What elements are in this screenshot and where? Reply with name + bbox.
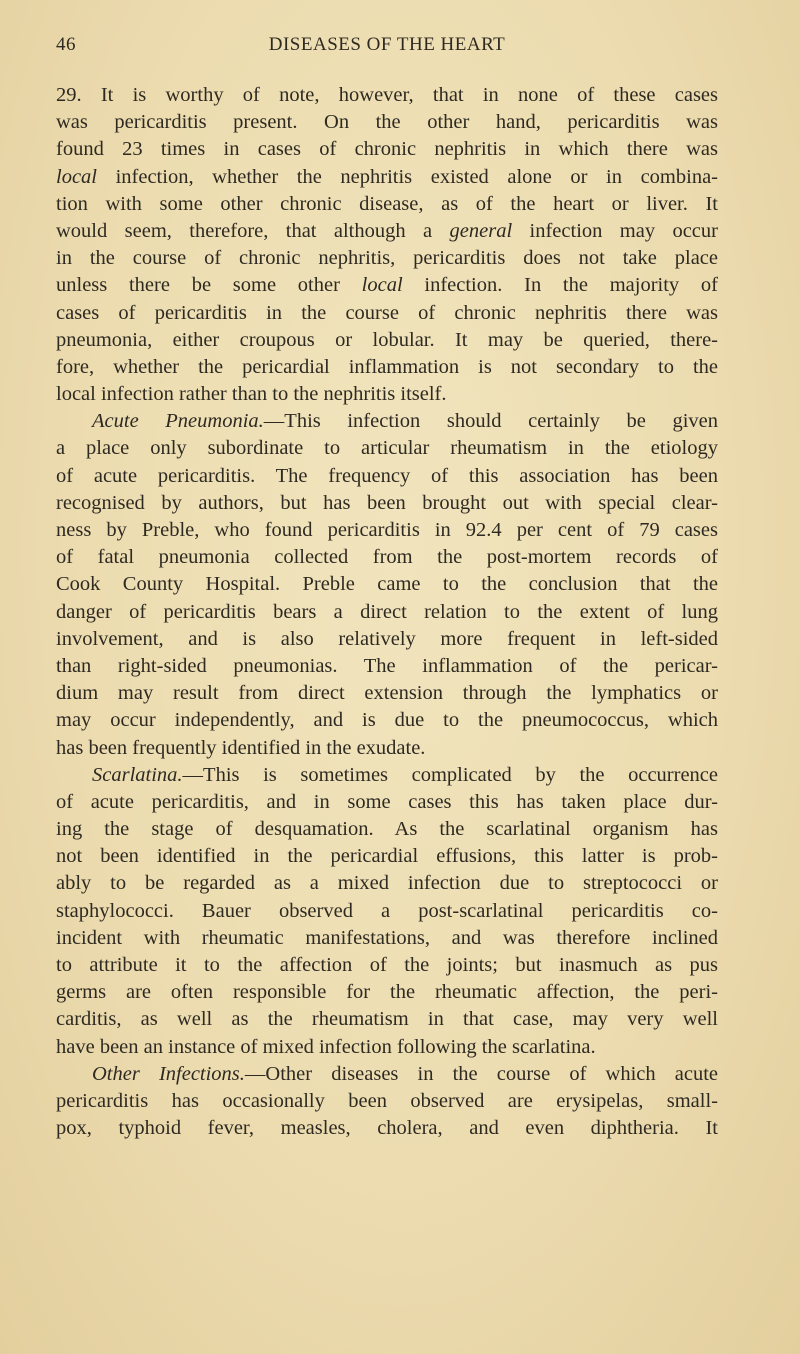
- text-run: —Other diseases in the course of which acute: [244, 1062, 719, 1085]
- text-run: found 23 times in cases of chronic nephritis in which there was: [56, 138, 718, 161]
- text-run: danger of pericarditis bears a direct relation to the extent of lung: [56, 600, 718, 623]
- text-run: Cook County Hospital. Preble came to the conclusion that the: [56, 573, 718, 596]
- text-line: [56, 109, 718, 136]
- text-run: germs are often responsible for the rheumatic affection, the peri-: [56, 981, 718, 1004]
- text-run: have been an instance of mixed infection following the scarlatina.: [56, 1035, 596, 1058]
- text-line: [56, 1061, 718, 1088]
- page-header: [56, 34, 718, 64]
- italic-text: general: [449, 219, 513, 242]
- text-run: pox, typhoid fever, measles, cholera, and even diphtheria. It: [56, 1117, 718, 1140]
- text-run: of acute pericarditis. The frequency of this association has been: [56, 464, 718, 487]
- text-line: [56, 300, 718, 327]
- text-line: [56, 544, 718, 571]
- text-line: [56, 272, 718, 299]
- text-run: has been frequently identified in the exudate.: [56, 736, 426, 759]
- text-line: [56, 952, 718, 979]
- italic-text: Other Infections.: [92, 1062, 245, 1085]
- text-run: tion with some other chronic disease, as of the heart or liver. It: [56, 192, 718, 215]
- text-line: [56, 898, 718, 925]
- text-run: involvement, and is also relatively more frequent in left-sided: [56, 627, 718, 650]
- text-line: [56, 381, 718, 408]
- text-line: [56, 218, 718, 245]
- text-run: —This is sometimes complicated by the occurrence: [182, 763, 718, 786]
- text-line: [56, 571, 718, 598]
- text-line: [56, 136, 718, 163]
- text-line: [56, 191, 718, 218]
- text-line: [56, 245, 718, 272]
- text-line: [56, 762, 718, 789]
- text-run: local infection rather than to the nephritis itself.: [56, 383, 447, 406]
- text-line: [56, 327, 718, 354]
- text-line: [56, 816, 718, 843]
- italic-text: Acute Pneumonia.: [92, 410, 264, 433]
- text-line: [56, 82, 718, 109]
- italic-text: local: [361, 274, 403, 297]
- text-run: unless there be some other: [56, 274, 362, 297]
- text-run: cases of pericarditis in the course of chronic nephritis there was: [56, 301, 718, 324]
- text-line: [56, 735, 718, 762]
- text-line: [56, 680, 718, 707]
- text-run: incident with rheumatic manifestations, and was therefore inclined: [56, 926, 718, 949]
- text-line: [56, 517, 718, 544]
- text-line: [56, 925, 718, 952]
- text-line: [56, 490, 718, 517]
- page-number: 46: [56, 34, 76, 55]
- text-run: ness by Preble, who found pericarditis in 92.4 per cent of 79 cases: [56, 519, 718, 541]
- text-run: infection. In the majority of: [402, 274, 718, 297]
- text-run: would seem, therefore, that although a: [56, 219, 450, 242]
- text-run: fore, whether the pericardial inflammation is not secondary to the: [56, 355, 718, 378]
- text-run: ably to be regarded as a mixed infection due to streptococci or: [56, 872, 718, 895]
- text-run: ing the stage of desquamation. As the scarlatinal organism has: [56, 818, 718, 841]
- text-line: [56, 463, 718, 490]
- body-text: [56, 82, 718, 1142]
- text-run: of acute pericarditis, and in some cases this has taken place dur-: [56, 790, 718, 813]
- text-line: [56, 1088, 718, 1115]
- running-title: DISEASES OF THE HEART: [268, 34, 506, 55]
- text-line: [56, 1115, 718, 1142]
- text-line: [56, 408, 718, 435]
- text-run: 29. It is worthy of note, however, that in none of these cases: [56, 84, 718, 106]
- text-run: pericarditis has occasionally been observed are erysipelas, small-: [56, 1089, 718, 1112]
- text-run: than right-sided pneumonias. The inflammation of the pericar-: [56, 654, 718, 677]
- text-run: to attribute it to the affection of the joints; but inasmuch as pus: [56, 954, 718, 976]
- text-line: [56, 626, 718, 653]
- text-line: [56, 843, 718, 870]
- text-line: [56, 707, 718, 734]
- text-run: infection may occur: [512, 219, 718, 242]
- text-line: [56, 1034, 718, 1061]
- text-line: [56, 164, 718, 191]
- text-line: [56, 653, 718, 680]
- text-run: in the course of chronic nephritis, pericarditis does not take place: [56, 247, 718, 270]
- text-run: pneumonia, either croupous or lobular. It may be queried, there-: [56, 328, 718, 351]
- text-line: [56, 789, 718, 816]
- text-run: not been identified in the pericardial effusions, this latter is prob-: [56, 845, 718, 868]
- italic-text: Scarlatina.: [92, 763, 183, 786]
- text-run: may occur independently, and is due to the pneumococcus, which: [56, 709, 718, 732]
- text-line: [56, 354, 718, 381]
- italic-text: local: [56, 165, 97, 188]
- text-run: was pericarditis present. On the other hand, pericarditis was: [56, 111, 718, 134]
- text-run: staphylococci. Bauer observed a post-scarlatinal pericarditis co-: [56, 899, 718, 922]
- text-run: of fatal pneumonia collected from the post-mortem records of: [56, 546, 718, 569]
- text-line: [56, 979, 718, 1006]
- text-run: recognised by authors, but has been brought out with special clear-: [56, 491, 718, 514]
- text-run: carditis, as well as the rheumatism in that case, may very well: [56, 1008, 718, 1031]
- text-run: dium may result from direct extension through the lymphatics or: [56, 682, 718, 705]
- text-line: [56, 870, 718, 897]
- text-line: [56, 1006, 718, 1033]
- text-run: a place only subordinate to articular rheumatism in the etiology: [56, 437, 718, 460]
- text-line: [56, 435, 718, 462]
- text-line: [56, 599, 718, 626]
- text-run: —This infection should certainly be given: [263, 410, 718, 433]
- text-run: infection, whether the nephritis existed alone or in combina-: [97, 165, 718, 188]
